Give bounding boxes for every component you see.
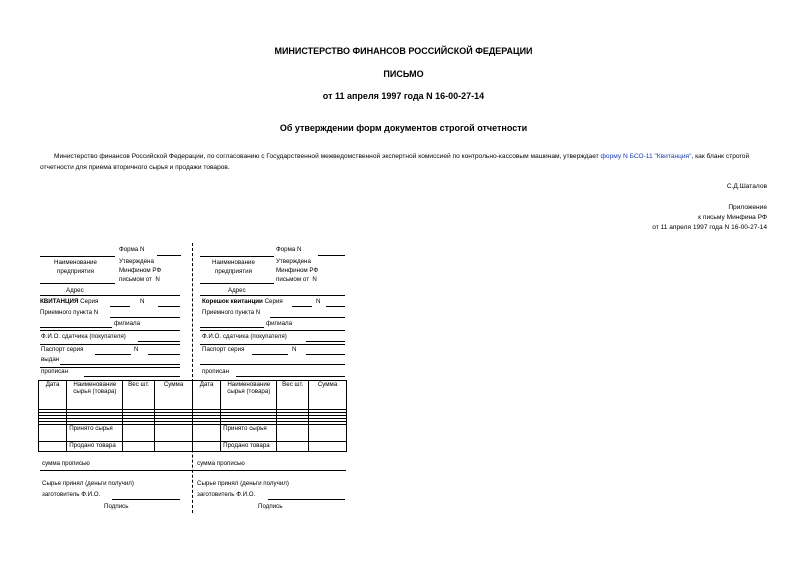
stub-sum-words-label: сумма прописью bbox=[197, 460, 245, 467]
doc-subject: Об утверждении форм документов строгой отчетности bbox=[279, 123, 528, 133]
stub-issued-field[interactable] bbox=[200, 364, 345, 365]
form-n-label: Форма N bbox=[119, 246, 145, 253]
stub-col-date: Дата bbox=[192, 381, 220, 410]
branch-line[interactable] bbox=[40, 330, 180, 331]
stub-approved-label: Утверждена bbox=[276, 258, 311, 265]
appendix-line-1: Приложение bbox=[728, 204, 767, 211]
form-link[interactable]: форму N БСО-11 "Квитанция" bbox=[600, 153, 692, 160]
stub-org-name-label: Наименование bbox=[212, 259, 255, 266]
form-n-field[interactable] bbox=[157, 255, 181, 256]
org-field-line[interactable] bbox=[40, 256, 115, 257]
stub-branch-line[interactable] bbox=[200, 330, 345, 331]
issued-field[interactable] bbox=[60, 364, 180, 365]
stub-col-name: Наименование сырья (товара) bbox=[221, 381, 277, 410]
point-field[interactable] bbox=[110, 317, 180, 318]
stub-fio-seller-field[interactable] bbox=[306, 341, 345, 342]
approved-label: Утверждена bbox=[119, 258, 154, 265]
letter-n-text: N bbox=[155, 276, 160, 283]
sold-label: Продано товара bbox=[67, 442, 123, 452]
receipt-label: КВИТАНЦИЯ bbox=[40, 298, 79, 305]
address-field[interactable] bbox=[40, 295, 180, 296]
stub-registered-label: прописан bbox=[202, 368, 229, 375]
stub-letter-from-label bbox=[276, 276, 317, 283]
branch-label: филиала bbox=[114, 320, 141, 327]
sum-words-field[interactable] bbox=[40, 470, 346, 471]
registered-label: прописан bbox=[41, 368, 68, 375]
col-weight: Вес шт. bbox=[123, 381, 155, 410]
stub-letter-from-text: письмом от bbox=[276, 276, 309, 283]
fio-seller-field[interactable] bbox=[138, 341, 180, 342]
stub-passport-n-field[interactable] bbox=[306, 354, 345, 355]
sum-words-label: сумма прописью bbox=[42, 460, 90, 467]
receipt-n-label: N bbox=[140, 298, 145, 305]
stub-registered-field[interactable] bbox=[236, 376, 345, 377]
address-field-line[interactable] bbox=[40, 283, 115, 284]
stub-accepted-raw-label: Принято сырья bbox=[221, 425, 277, 442]
stub-minfin-label: Минфином РФ bbox=[276, 267, 319, 274]
accepted-raw-label: Принято сырья bbox=[67, 425, 123, 442]
receipt-title bbox=[40, 298, 98, 305]
passport-n-field[interactable] bbox=[148, 354, 180, 355]
doc-date-number: от 11 апреля 1997 года N 16-00-27-14 bbox=[322, 91, 485, 101]
stub-form-n-field[interactable] bbox=[318, 255, 345, 256]
fio-seller-label: Ф.И.О. сдатчика (покупателя) bbox=[41, 333, 126, 340]
col-date: Дата bbox=[39, 381, 67, 410]
col-name: Наименование сырья (товара) bbox=[67, 381, 123, 410]
stub-collector-label: заготовитель Ф.И.О. bbox=[197, 491, 256, 498]
stub-branch-label: филиала bbox=[266, 320, 293, 327]
signature-name: С.Д.Шаталов bbox=[726, 183, 767, 190]
registered-field[interactable] bbox=[84, 376, 180, 377]
stub-raw-received-label: Сырье принял (деньги получил) bbox=[197, 480, 289, 487]
address-label: Адрес bbox=[66, 287, 84, 294]
stub-sold-label: Продано товара bbox=[221, 442, 277, 452]
org-name-label-2: предприятия bbox=[57, 268, 94, 275]
passport-label: Паспорт серия bbox=[41, 346, 84, 353]
stub-series-field[interactable] bbox=[292, 306, 312, 307]
appendix-line-3: от 11 апреля 1997 года N 16-00-27-14 bbox=[652, 224, 767, 231]
fio-seller-line[interactable] bbox=[40, 344, 180, 345]
stub-collector-field[interactable] bbox=[268, 499, 345, 500]
letter-from-label bbox=[119, 276, 160, 283]
stub-address-label: Адрес bbox=[228, 287, 246, 294]
cut-line bbox=[192, 243, 193, 513]
issued-label: выдан bbox=[41, 356, 60, 363]
goods-table bbox=[38, 380, 347, 452]
appendix-line-2: к письму Минфина РФ bbox=[698, 214, 767, 221]
stub-col-sum: Сумма bbox=[309, 381, 347, 410]
body-text-after: , как бланк строгой отчетности для приема вторичного сырья и продажи товаров. bbox=[40, 153, 750, 171]
stub-n-field[interactable] bbox=[326, 306, 345, 307]
stub-org-field-line[interactable] bbox=[200, 256, 274, 257]
stub-fio-seller-line[interactable] bbox=[200, 344, 345, 345]
point-label: Приемного пункта N bbox=[40, 309, 99, 316]
collector-label: заготовитель Ф.И.О. bbox=[42, 491, 101, 498]
receipt-series-label: Серия bbox=[80, 298, 99, 305]
doc-type: ПИСЬМО bbox=[383, 69, 424, 79]
receipt-series-field[interactable] bbox=[110, 306, 130, 307]
stub-org-name-label-2: предприятия bbox=[215, 268, 252, 275]
passport-n-label: N bbox=[134, 346, 139, 353]
stub-title bbox=[202, 298, 283, 305]
stub-passport-series-field[interactable] bbox=[252, 354, 288, 355]
stub-passport-n-label: N bbox=[292, 346, 297, 353]
stub-form-n-label: Форма N bbox=[276, 246, 302, 253]
sold-row bbox=[39, 442, 347, 452]
body-text-before: Министерство финансов Российской Федерации, по согласованию с Государственной межведомственной экспертной комиссией по контрольно-кассовым машинам, утверждает bbox=[54, 153, 601, 160]
stub-address-field[interactable] bbox=[200, 295, 345, 296]
stub-series-label: Серия bbox=[264, 298, 283, 305]
receipt-n-field[interactable] bbox=[158, 306, 180, 307]
letter-from-text: письмом от bbox=[119, 276, 152, 283]
stub-point-field[interactable] bbox=[270, 317, 345, 318]
ministry-title: МИНИСТЕРСТВО ФИНАНСОВ РОССИЙСКОЙ ФЕДЕРАЦИИ bbox=[274, 46, 533, 56]
collector-field[interactable] bbox=[112, 499, 180, 500]
stub-point-label: Приемного пункта N bbox=[202, 309, 261, 316]
stub-passport-label: Паспорт серия bbox=[202, 346, 245, 353]
stub-branch-field[interactable] bbox=[200, 327, 264, 328]
stub-n-label: N bbox=[316, 298, 321, 305]
stub-col-weight: Вес шт. bbox=[277, 381, 309, 410]
body-paragraph bbox=[40, 151, 770, 173]
passport-series-field[interactable] bbox=[95, 354, 131, 355]
stub-address-field-line[interactable] bbox=[200, 283, 274, 284]
stub-fio-seller-label: Ф.И.О. сдатчика (покупателя) bbox=[202, 333, 287, 340]
table-header-row bbox=[39, 381, 347, 410]
stub-label: Корешок квитанции bbox=[202, 298, 263, 305]
signature-label: Подпись bbox=[104, 503, 129, 510]
stub-letter-n-text: N bbox=[312, 276, 317, 283]
minfin-label: Минфином РФ bbox=[119, 267, 162, 274]
org-name-label: Наименование bbox=[54, 259, 97, 266]
stub-signature-label: Подпись bbox=[258, 503, 283, 510]
branch-field[interactable] bbox=[40, 327, 112, 328]
accepted-row bbox=[39, 425, 347, 442]
raw-received-label: Сырье принял (деньги получил) bbox=[42, 480, 134, 487]
col-sum: Сумма bbox=[155, 381, 193, 410]
